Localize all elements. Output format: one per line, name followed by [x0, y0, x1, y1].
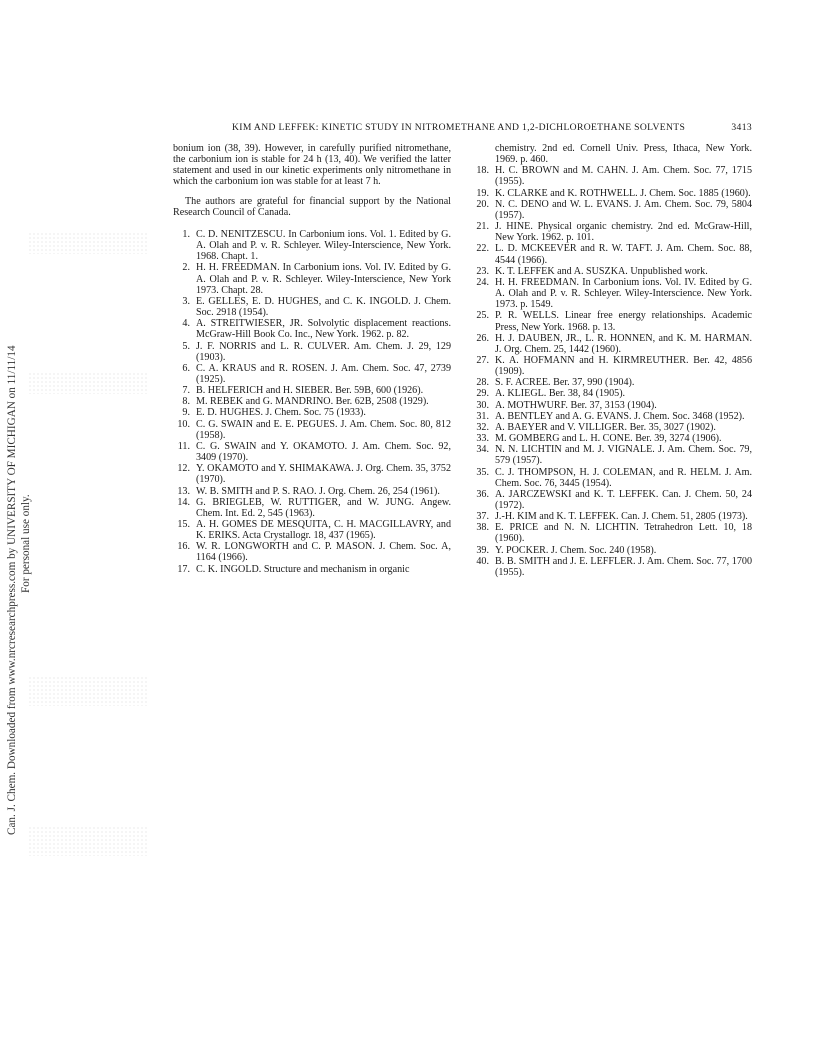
reference-number: 14.: [177, 496, 190, 508]
reference-number: 5.: [182, 340, 190, 352]
reference-text: A. BENTLEY and A. G. EVANS. J. Chem. Soc. 3468 (1952).: [495, 410, 745, 422]
reference-text: A. JARCZEWSKI and K. T. LEFFEK. Can. J. Chem. 50, 24 (1972).: [495, 488, 752, 511]
download-notice: Can. J. Chem. Downloaded from www.nrcresearchpress.com by UNIVERSITY OF MICHIGAN on 11/11/14: [6, 345, 18, 835]
reference-text: H. C. BROWN and M. CAHN. J. Am. Chem. Soc. 77, 1715 (1955).: [495, 165, 752, 188]
reference-number: 29.: [476, 388, 489, 400]
reference-item: [472, 165, 752, 187]
scan-noise: [28, 826, 148, 856]
download-watermark: [0, 0, 30, 1056]
reference-text: A. STREITWIESER, JR. Solvolytic displacement reactions. McGraw-Hill Book Co. Inc., New York. 1962. p. 82.: [196, 318, 451, 341]
reference-item: [173, 262, 451, 295]
reference-list-right: [472, 165, 752, 578]
reference-text: C. D. NENITZESCU. In Carbonium ions. Vol. 1. Edited by G. A. Olah and P. v. R. Schleyer. Wiley-Interscience, New York. 1968. Chapt. 1.: [196, 228, 451, 263]
reference-number: 12.: [177, 463, 190, 475]
reference-item: [472, 511, 752, 522]
reference-text: A. H. GOMES DE MESQUITA, C. H. MACGILLAVRY, and K. ERIKS. Acta Crystallogr. 18, 437 (1965).: [196, 519, 451, 542]
reference-number: 39.: [476, 544, 489, 556]
reference-number: 37.: [476, 511, 489, 523]
reference-text: B. HELFERICH and H. SIEBER. Ber. 59B, 600 (1926).: [196, 385, 424, 397]
reference-number: 6.: [182, 362, 190, 374]
reference-item: [472, 422, 752, 433]
reference-item: [472, 355, 752, 377]
reference-item: [472, 310, 752, 332]
reference-number: 7.: [182, 385, 190, 397]
reference-number: 28.: [476, 377, 489, 389]
reference-text: A. BAEYER and V. VILLIGER. Ber. 35, 3027 (1902).: [495, 421, 716, 433]
reference-text: M. REBEK and G. MANDRINO. Ber. 62B, 2508 (1929).: [196, 396, 429, 408]
scan-noise: [28, 676, 148, 706]
reference-text: N. C. DENO and W. L. EVANS. J. Am. Chem. Soc. 79, 5804 (1957).: [495, 198, 752, 221]
reference-text: P. R. WELLS. Linear free energy relationships. Academic Press, New York. 1968. p. 13.: [495, 310, 752, 333]
left-column: [173, 143, 451, 575]
reference-text: C. A. KRAUS and R. ROSEN. J. Am. Chem. Soc. 47, 2739 (1925).: [196, 362, 451, 385]
reference-number: 38.: [476, 522, 489, 534]
reference-item: [173, 296, 451, 318]
reference-number: 4.: [182, 318, 190, 330]
reference-text: H. H. FREEDMAN. In Carbonium ions. Vol. IV. Edited by G. A. Olah and P. v. R. Schleyer. Wiley-Interscience, New York 1973. Chapt. 28.: [196, 262, 451, 296]
reference-text: S. F. ACREE. Ber. 37, 990 (1904).: [495, 377, 635, 389]
reference-number: 18.: [476, 165, 489, 177]
reference-text: E. GELLES, E. D. HUGHES, and C. K. INGOLD. J. Chem. Soc. 2918 (1954).: [196, 295, 451, 319]
reference-number: 11.: [177, 440, 190, 452]
reference-number: 13.: [177, 485, 190, 497]
reference-number: 26.: [476, 332, 489, 344]
reference-text: J.-H. KIM and K. T. LEFFEK. Can. J. Chem. 51, 2805 (1973).: [495, 511, 748, 523]
reference-item: [173, 229, 451, 262]
scan-noise: [28, 372, 148, 394]
reference-text: M. GOMBERG and L. H. CONE. Ber. 39, 3274 (1906).: [495, 433, 722, 445]
reference-item: [173, 419, 451, 441]
reference-continuation: chemistry. 2nd ed. Cornell Univ. Press, Ithaca, New York. 1969. p. 460.: [495, 143, 752, 166]
reference-item: [173, 363, 451, 385]
reference-number: 9.: [182, 407, 190, 419]
reference-number: 40.: [476, 555, 489, 567]
reference-text: A. KLIEGL. Ber. 38, 84 (1905).: [495, 388, 626, 400]
reference-text: K. A. HOFMANN and H. KIRMREUTHER. Ber. 42, 4856 (1909).: [495, 354, 752, 378]
personal-use-notice: For personal use only.: [20, 494, 32, 593]
reference-item: [472, 545, 752, 556]
reference-number: 21.: [476, 221, 489, 233]
reference-text: J. F. NORRIS and L. R. CULVER. Am. Chem. J. 29, 129 (1903).: [196, 340, 451, 363]
reference-text: K. T. LEFFEK and A. SUSZKA. Unpublished work.: [495, 265, 708, 277]
reference-item: [472, 388, 752, 399]
reference-number: 27.: [476, 354, 489, 366]
reference-number: 23.: [476, 265, 489, 277]
reference-item: [173, 497, 451, 519]
reference-text: C. K. INGOLD. Structure and mechanism in organic: [196, 563, 410, 575]
reference-text: K. CLARKE and K. ROTHWELL. J. Chem. Soc. 1885 (1960).: [495, 187, 751, 199]
reference-number: 20.: [476, 198, 489, 210]
reference-item: [173, 318, 451, 340]
reference-number: 10.: [177, 418, 190, 430]
reference-text: E. PRICE and N. N. LICHTIN. Tetrahedron Lett. 10, 18 (1960).: [495, 522, 752, 545]
reference-number: 34.: [476, 444, 489, 456]
reference-item: [173, 463, 451, 485]
acknowledgement: The authors are grateful for financial support by the National Research Council of Canada.: [173, 195, 451, 218]
reference-text: W. R. LONGWORTH and C. P. MASON. J. Chem. Soc. A, 1164 (1966).: [196, 541, 451, 564]
reference-item: [472, 444, 752, 466]
reference-item: [472, 522, 752, 544]
reference-number: 36.: [476, 488, 489, 500]
reference-item: [173, 341, 451, 363]
reference-text: C. G. SWAIN and E. E. PEGUES. J. Am. Chem. Soc. 80, 812 (1958).: [196, 418, 451, 441]
reference-text: G. BRIEGLEB, W. RUTTIGER, and W. JUNG. Angew. Chem. Int. Ed. 2, 545 (1963).: [196, 496, 451, 519]
reference-list-left: [173, 229, 451, 575]
reference-text: E. D. HUGHES. J. Chem. Soc. 75 (1933).: [196, 407, 366, 419]
reference-item: [173, 519, 451, 541]
reference-number: 30.: [476, 399, 489, 411]
reference-item: [472, 377, 752, 388]
reference-item: [472, 467, 752, 489]
reference-number: 2.: [182, 262, 190, 274]
reference-item: [173, 407, 451, 418]
reference-number: 35.: [476, 466, 489, 478]
reference-item: [173, 564, 451, 575]
running-title: KIM AND LEFFEK: KINETIC STUDY IN NITROMETHANE AND 1,2-DICHLOROETHANE SOLVENTS: [232, 122, 686, 133]
reference-item: [472, 266, 752, 277]
reference-item: [173, 396, 451, 407]
reference-number: 32.: [476, 421, 489, 433]
running-header: [232, 122, 752, 133]
reference-item: [472, 188, 752, 199]
body-paragraph: bonium ion (38, 39). However, in carefully purified nitromethane, the carbonium ion is stable for 24 h (13, 40). We verified the latter statement and used in our kinetic experiments only nitromethane in which the carbonium ion was stable for at least 7 h.: [173, 143, 451, 188]
reference-text: A. MOTHWURF. Ber. 37, 3153 (1904).: [495, 399, 657, 411]
reference-number: 8.: [182, 396, 190, 408]
reference-text: J. HINE. Physical organic chemistry. 2nd ed. McGraw-Hill, New York. 1962. p. 101.: [495, 221, 752, 244]
reference-number: 24.: [476, 276, 489, 288]
page-number: 3413: [731, 122, 752, 133]
reference-item: [472, 221, 752, 243]
reference-text: N. N. LICHTIN and M. J. VIGNALE. J. Am. Chem. Soc. 79, 579 (1957).: [495, 444, 752, 467]
reference-item: [472, 243, 752, 265]
reference-item: [472, 400, 752, 411]
reference-number: 16.: [177, 541, 190, 553]
reference-number: 22.: [476, 243, 489, 255]
reference-text: Y. OKAMOTO and Y. SHIMAKAWA. J. Org. Chem. 35, 3752 (1970).: [196, 463, 451, 486]
reference-text: C. J. THOMPSON, H. J. COLEMAN, and R. HELM. J. Am. Chem. Soc. 76, 3445 (1954).: [495, 466, 752, 489]
reference-item: [472, 489, 752, 511]
reference-item: [472, 333, 752, 355]
reference-item: [173, 385, 451, 396]
reference-item: [472, 433, 752, 444]
right-column: [472, 143, 752, 578]
reference-number: 31.: [476, 410, 489, 422]
reference-item: [173, 486, 451, 497]
reference-text: H. J. DAUBEN, JR., L. R. HONNEN, and K. M. HARMAN. J. Org. Chem. 25, 1442 (1960).: [495, 332, 752, 355]
reference-text: H. H. FREEDMAN. In Carbonium ions. Vol. IV. Edited by G. A. Olah and P. v. R. Schleyer. Wiley-Interscience. New York. 1973. p. 1549.: [495, 276, 752, 311]
reference-text: L. D. MCKEEVER and R. W. TAFT. J. Am. Chem. Soc. 88, 4544 (1966).: [495, 243, 752, 266]
reference-number: 1.: [182, 228, 190, 240]
reference-item: [472, 277, 752, 310]
reference-number: 17.: [177, 563, 190, 575]
reference-number: 3.: [182, 295, 190, 307]
reference-text: C. G. SWAIN and Y. OKAMOTO. J. Am. Chem. Soc. 92, 3409 (1970).: [196, 440, 451, 464]
reference-item: [472, 556, 752, 578]
reference-number: 15.: [177, 519, 190, 530]
reference-text: W. B. SMITH and P. S. RAO. J. Org. Chem. 26, 254 (1961).: [196, 485, 440, 497]
reference-number: 19.: [476, 187, 489, 199]
reference-number: 33.: [476, 433, 489, 445]
reference-item: [472, 411, 752, 422]
scan-noise: [28, 232, 148, 254]
reference-item: [472, 199, 752, 221]
reference-text: B. B. SMITH and J. E. LEFFLER. J. Am. Chem. Soc. 77, 1700 (1955).: [495, 555, 752, 578]
reference-item: [173, 541, 451, 563]
reference-text: Y. POCKER. J. Chem. Soc. 240 (1958).: [495, 544, 657, 556]
reference-number: 25.: [476, 310, 489, 322]
reference-item: [173, 441, 451, 463]
